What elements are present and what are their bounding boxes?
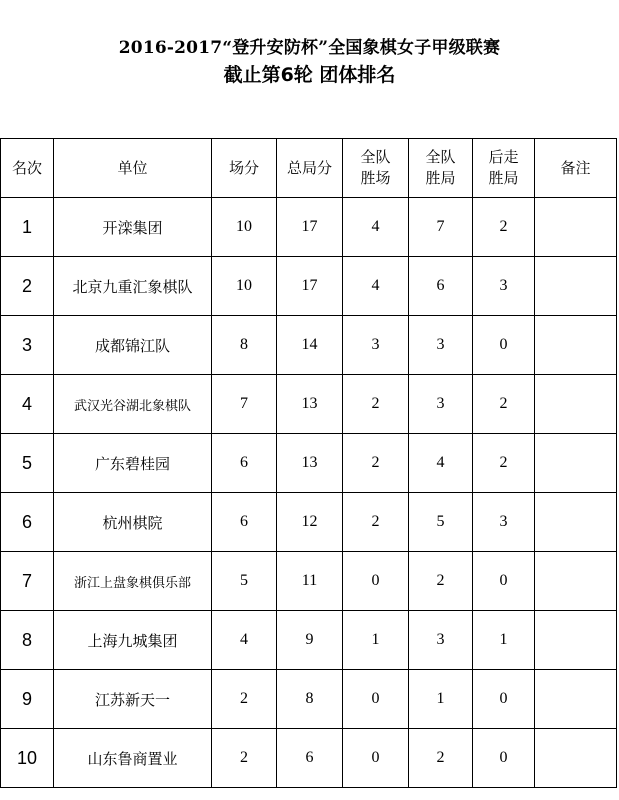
team-game-wins-cell: 1 [409,670,473,729]
unit-cell: 成都锦江队 [54,316,212,375]
black-wins-cell: 2 [473,375,535,434]
black-wins-cell: 0 [473,552,535,611]
black-wins-cell: 2 [473,198,535,257]
notes-cell [535,729,617,788]
team-game-wins-cell: 2 [409,552,473,611]
team-game-wins-cell: 7 [409,198,473,257]
unit-cell: 北京九重汇象棋队 [54,257,212,316]
rank-cell: 2 [1,257,54,316]
game-points-cell: 12 [277,493,343,552]
team-wins-cell: 0 [343,670,409,729]
team-wins-cell: 4 [343,198,409,257]
team-game-wins-cell: 2 [409,729,473,788]
unit-cell: 江苏新天一 [54,670,212,729]
match-points-cell: 8 [212,316,277,375]
header-rank: 名次 [1,139,54,198]
header-unit: 单位 [54,139,212,198]
notes-cell [535,316,617,375]
black-wins-cell: 3 [473,257,535,316]
unit-cell: 广东碧桂园 [54,434,212,493]
team-game-wins-cell: 6 [409,257,473,316]
team-wins-cell: 0 [343,729,409,788]
game-points-cell: 14 [277,316,343,375]
header-team-game-wins-line1: 全队 [425,148,456,166]
header-team-wins-line2: 胜场 [360,169,391,187]
unit-cell: 山东鲁商置业 [54,729,212,788]
header-black-wins-line2: 胜局 [488,169,519,187]
unit-cell: 杭州棋院 [54,493,212,552]
black-wins-cell: 1 [473,611,535,670]
match-points-cell: 2 [212,729,277,788]
game-points-cell: 6 [277,729,343,788]
unit-cell: 上海九城集团 [54,611,212,670]
rank-cell: 3 [1,316,54,375]
game-points-cell: 17 [277,198,343,257]
table-row [1,670,617,729]
rank-cell: 10 [1,729,54,788]
game-points-cell: 9 [277,611,343,670]
rank-cell: 6 [1,493,54,552]
team-game-wins-cell: 4 [409,434,473,493]
game-points-cell: 8 [277,670,343,729]
rank-cell: 7 [1,552,54,611]
document-title: 2016-2017“登升安防杯”全国象棋女子甲级联赛 [118,38,501,58]
team-wins-cell: 2 [343,493,409,552]
game-points-cell: 17 [277,257,343,316]
rank-cell: 1 [1,198,54,257]
team-game-wins-cell: 3 [409,375,473,434]
table-row [1,434,617,493]
team-wins-cell: 4 [343,257,409,316]
game-points-cell: 11 [277,552,343,611]
notes-cell [535,434,617,493]
match-points-cell: 10 [212,198,277,257]
table-row [1,375,617,434]
team-game-wins-cell: 3 [409,611,473,670]
match-points-cell: 2 [212,670,277,729]
black-wins-cell: 2 [473,434,535,493]
header-team-game-wins-line2: 胜局 [425,169,456,187]
team-game-wins-cell: 3 [409,316,473,375]
match-points-cell: 7 [212,375,277,434]
unit-cell: 开滦集团 [54,198,212,257]
team-wins-cell: 2 [343,434,409,493]
table-row [1,198,617,257]
table-row [1,552,617,611]
header-notes: 备注 [535,139,617,198]
match-points-cell: 10 [212,257,277,316]
document-subtitle: 截止第6轮 团体排名 [223,64,396,86]
game-points-cell: 13 [277,434,343,493]
header-black-wins [473,139,535,198]
table-row [1,316,617,375]
notes-cell [535,198,617,257]
notes-cell [535,670,617,729]
rank-cell: 9 [1,670,54,729]
header-team-game-wins [409,139,473,198]
game-points-cell: 13 [277,375,343,434]
header-game-points: 总局分 [277,139,343,198]
black-wins-cell: 0 [473,729,535,788]
notes-cell [535,611,617,670]
match-points-cell: 6 [212,434,277,493]
header-team-wins-line1: 全队 [360,148,391,166]
team-wins-cell: 3 [343,316,409,375]
team-wins-cell: 0 [343,552,409,611]
match-points-cell: 6 [212,493,277,552]
header-black-wins-line1: 后走 [488,148,519,166]
team-standings-table [0,138,617,788]
match-points-cell: 5 [212,552,277,611]
team-game-wins-cell: 5 [409,493,473,552]
team-wins-cell: 1 [343,611,409,670]
rank-cell: 8 [1,611,54,670]
team-wins-cell: 2 [343,375,409,434]
table-row [1,257,617,316]
table-row [1,493,617,552]
table-row [1,611,617,670]
table-header-row [1,139,617,198]
black-wins-cell: 3 [473,493,535,552]
header-team-wins [343,139,409,198]
notes-cell [535,493,617,552]
notes-cell [535,257,617,316]
match-points-cell: 4 [212,611,277,670]
rank-cell: 4 [1,375,54,434]
table-row [1,729,617,788]
notes-cell [535,552,617,611]
black-wins-cell: 0 [473,316,535,375]
document-header [0,36,619,88]
notes-cell [535,375,617,434]
rank-cell: 5 [1,434,54,493]
unit-cell: 武汉光谷湖北象棋队 [54,375,212,434]
header-match-points: 场分 [212,139,277,198]
black-wins-cell: 0 [473,670,535,729]
unit-cell: 浙江上盘象棋俱乐部 [54,552,212,611]
